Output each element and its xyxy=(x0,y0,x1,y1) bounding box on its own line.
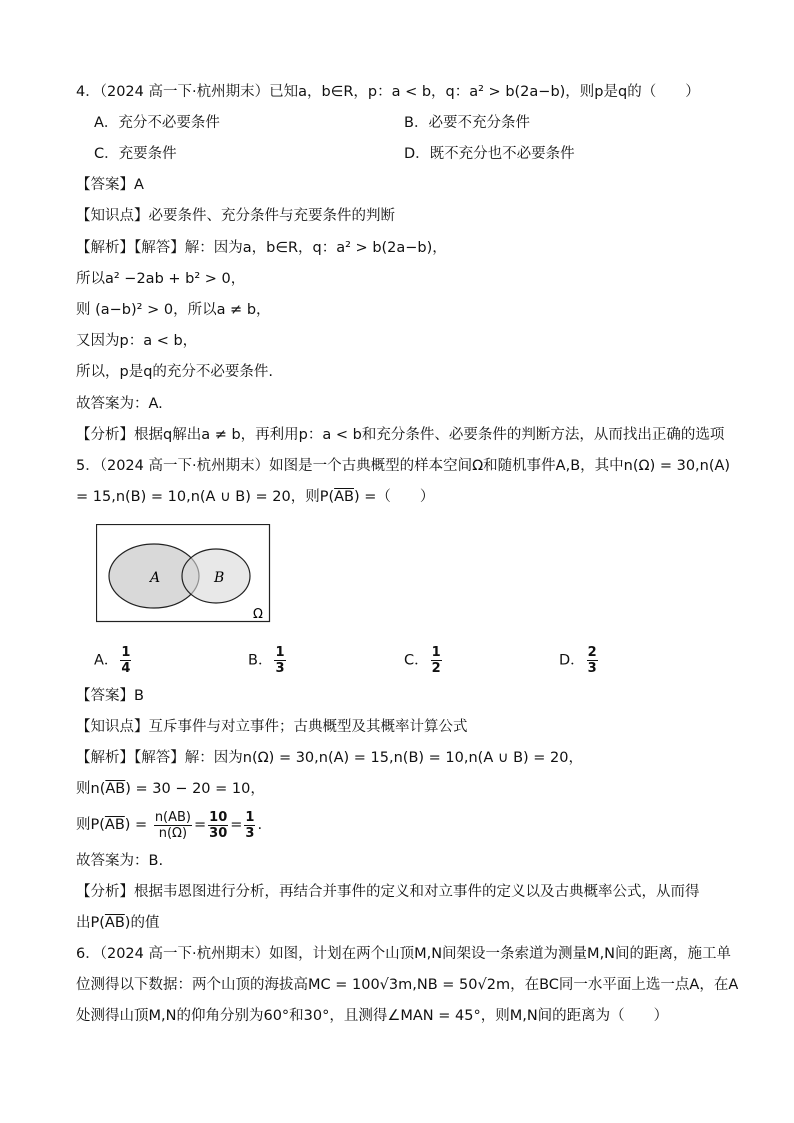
q4-option-c: C．充要条件 xyxy=(94,146,177,162)
q5-analysis-3-fraction-3 xyxy=(244,810,255,841)
q5-option-d xyxy=(559,645,600,676)
q4-analysis-4: 又因为p：a < b， xyxy=(76,333,198,349)
q5-option-d-den: 3 xyxy=(587,661,597,676)
q4-option-b: B．必要不充分条件 xyxy=(404,115,530,131)
q4-answer: 【答案】A xyxy=(76,177,144,193)
q5-option-d-label: D． xyxy=(559,652,585,669)
q5-analysis-3-f2num: 10 xyxy=(209,809,228,825)
q5-analysis-2-pre: 则n( xyxy=(76,781,106,797)
q5-comment-1: 【分析】根据韦恩图进行分析，再结合并事件的定义和对立事件的定义以及古典概率公式，从而得 xyxy=(76,884,700,900)
q5-comment-2-complement: $\overline{AB}$ xyxy=(104,915,125,931)
q5-option-b xyxy=(248,645,288,676)
q5-option-a-fraction xyxy=(120,645,131,676)
q6-line2: 位测得以下数据：两个山顶的海拔高MC = 100√3m,NB = 50√2m，在BC同一水平面上选一点A，在A xyxy=(76,977,739,993)
q5-comment-2 xyxy=(76,913,159,933)
q5-analysis-3-fraction-1 xyxy=(154,810,192,841)
q5-analysis-3-fnum: n(AB) xyxy=(154,809,192,825)
q5-analysis-3-pre: 则P( xyxy=(76,817,105,833)
q4-analysis-5: 所以，p是q的充分不必要条件. xyxy=(76,364,274,380)
q4-comment: 【分析】根据q解出a ≠ b，再利用p：a < b和充分条件、必要条件的判断方法，从而找出正确的选项 xyxy=(76,427,725,443)
q5-analysis-3-fden: n(Ω) xyxy=(158,825,188,841)
q4-option-a: A．充分不必要条件 xyxy=(94,115,220,131)
q5-analysis-2 xyxy=(76,779,265,799)
q6-line1: 6．（2024 高一下·杭州期末）如图，计划在两个山顶M,N间架设一条索道为测量M,N间的距离，施工单 xyxy=(76,946,732,962)
q4-option-d: D．既不充分也不必要条件 xyxy=(404,146,575,162)
q5-comment-2-pre: 出P( xyxy=(76,915,105,931)
q5-option-b-num: 1 xyxy=(275,645,285,660)
q5-option-a-num: 1 xyxy=(121,645,131,660)
q5-analysis-1: 【解析】【解答】解：因为n(Ω) = 30,n(A) = 15,n(B) = 10,n(A ∪ B) = 20， xyxy=(76,750,584,766)
q5-analysis-3-fraction-2 xyxy=(208,810,228,841)
q5-analysis-3-complement: $\overline{AB}$ xyxy=(104,817,125,833)
label-b: B xyxy=(214,570,225,586)
q4-knowledge: 【知识点】必要条件、充分条件与充要条件的判断 xyxy=(76,208,395,224)
q5-analysis-3-eq: ) = xyxy=(124,817,148,833)
q5-analysis-3: 则$P(\overline{AB})$ = $\frac{n(AB)}{n(\Omega)}$ = $\frac{10}{30}$ = $\frac{1}{3}$ . xyxy=(76,809,263,841)
q5-analysis-3-f3den: 3 xyxy=(245,825,255,841)
q5-analysis-3-f2den: 30 xyxy=(209,825,228,841)
q5-knowledge: 【知识点】互斥事件与对立事件；古典概型及其概率计算公式 xyxy=(76,719,468,735)
q4-stem: 4．（2024 高一下·杭州期末）已知a，b∈R，p：a < b，q：a² > b(2a−b)，则p是q的（ ） xyxy=(76,84,700,100)
q5-analysis-3-f3num: 1 xyxy=(245,809,255,825)
q5-option-a-den: 4 xyxy=(121,661,131,676)
q5-option-d-fraction xyxy=(587,645,598,676)
q4-analysis-1: 【解析】【解答】解：因为a，b∈R，q：a² > b(2a−b)， xyxy=(76,240,447,256)
q5-option-b-label: B． xyxy=(248,652,273,669)
venn-diagram xyxy=(96,524,272,624)
q5-option-b-den: 3 xyxy=(275,661,285,676)
q5-option-c xyxy=(404,645,444,676)
q4-analysis-3: 则 (a−b)² > 0，所以a ≠ b， xyxy=(76,302,271,318)
q5-analysis-4: 故答案为：B. xyxy=(76,853,164,869)
q6-line3: 处测得山顶M,N的仰角分别为60°和30°，且测得∠MAN = 45°，则M,N间的距离为（ ） xyxy=(76,1008,669,1024)
q5-stem-complement: $\overline{AB}$ xyxy=(334,489,354,505)
q4-analysis-6: 故答案为：A. xyxy=(76,396,163,412)
q5-analysis-2-complement: $\overline{AB}$ xyxy=(105,781,126,797)
q5-option-c-fraction xyxy=(431,645,442,676)
label-omega: Ω xyxy=(253,607,263,622)
q5-stem-line2-end: ) =（ ） xyxy=(354,489,435,505)
q5-option-b-fraction xyxy=(274,645,285,676)
q4-analysis-2: 所以a² −2ab + b² > 0， xyxy=(76,271,246,287)
q5-option-c-num: 1 xyxy=(431,645,441,660)
q5-comment-2-post: )的值 xyxy=(124,915,160,931)
q5-analysis-2-post: ) = 30 − 20 = 10， xyxy=(125,781,265,797)
q5-option-a-label: A． xyxy=(94,652,119,669)
label-a: A xyxy=(150,570,161,586)
q5-option-c-label: C． xyxy=(404,652,429,669)
q5-stem-line2-text: = 15,n(B) = 10,n(A ∪ B) = 20，则P( xyxy=(76,489,335,505)
q5-option-d-num: 2 xyxy=(587,645,597,660)
q5-option-c-den: 2 xyxy=(431,661,441,676)
q5-stem-line2 xyxy=(76,487,434,507)
q5-answer: 【答案】B xyxy=(76,688,144,704)
q5-stem-line1: 5．（2024 高一下·杭州期末）如图是一个古典概型的样本空间Ω和随机事件A,B，其中n(Ω) = 30,n(A) xyxy=(76,458,731,474)
q5-option-a xyxy=(94,645,133,676)
